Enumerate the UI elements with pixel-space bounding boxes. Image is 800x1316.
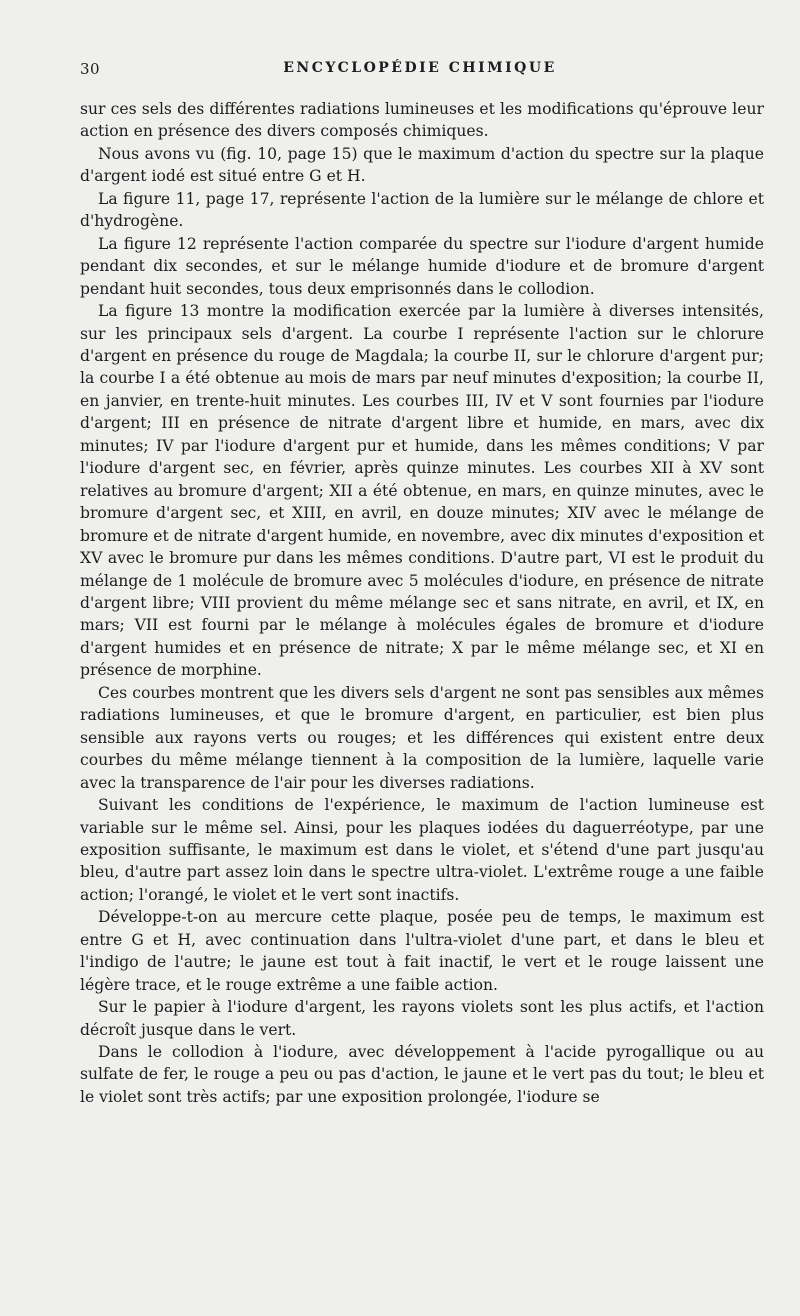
page-number: 30 [80, 60, 101, 78]
page-header [80, 60, 760, 84]
paragraph: Développe-t-on au mercure cette plaque, posée peu de temps, le maximum est entre G et H, avec continuation dans l'ultra-violet d'une part, et dans le bleu et l'indigo de l'autre; le jaune est tout à fait inactif, le vert et le rouge laissent une légère trace, et le rouge extrême a une faible action. [80, 908, 764, 994]
body-text [80, 98, 764, 1108]
paragraph: La figure 11, page 17, représente l'action de la lumière sur le mélange de chlore et d'hydrogène. [80, 189, 764, 231]
paragraph-continuation: sur ces sels des différentes radiations lumineuses et les modifications qu'éprouve leur action en présence des divers composés chimiques. [80, 100, 764, 141]
paragraph: Ces courbes montrent que les divers sels d'argent ne sont pas sensibles aux mêmes radiations lumineuses, et que le bromure d'argent, en particulier, est bien plus sensible aux rayons verts ou rouges; et les différences qui existent entre deux courbes du même mélange tiennent à la composition de la lumière, laquelle varie avec la transparence de l'air pour les diverses radiations. [80, 683, 764, 792]
paragraph: Suivant les conditions de l'expérience, le maximum de l'action lumineuse est variable sur le même sel. Ainsi, pour les plaques iodées du daguerréotype, par une exposition suffisante, le maximum est dans le violet, et s'étend d'une part jusqu'au bleu, d'autre part assez loin dans le spectre ultra-violet. L'extrême rouge a une faible action; l'orangé, le violet et le vert sont inactifs. [80, 796, 764, 904]
paragraph: Dans le collodion à l'iodure, avec développement à l'acide pyrogallique ou au sulfate de fer, le rouge a peu ou pas d'action, le jaune et le vert pas du tout; le bleu et le violet sont très actifs; par une exposition prolongée, l'iodure se [80, 1043, 764, 1106]
paragraph: La figure 12 représente l'action comparée du spectre sur l'iodure d'argent humide pendant dix secondes, et sur le mélange humide d'iodure et de bromure d'argent pendant huit secondes, tous deux emprisonnés dans le collodion. [80, 234, 764, 298]
paragraph: Sur le papier à l'iodure d'argent, les rayons violets sont les plus actifs, et l'action décroît jusque dans le vert. [80, 998, 764, 1039]
paragraph: Nous avons vu (fig. 10, page 15) que le maximum d'action du spectre sur la plaque d'argent iodé est situé entre G et H. [80, 144, 764, 186]
running-title: ENCYCLOPÉDIE CHIMIQUE [283, 60, 557, 76]
paragraph: La figure 13 montre la modification exercée par la lumière à diverses intensités, sur les principaux sels d'argent. La courbe I représente l'action sur le chlorure d'argent en présence du rouge de Magdala; la courbe II, sur le chlorure d'argent pur; la courbe I a été obtenue au mois de mars par neuf minutes d'exposition; la courbe II, en janvier, en trente-huit minutes. Les courbes III, IV et V sont fournies par l'iodure d'argent; III en présence de nitrate d'argent libre et humide, en mars, avec dix minutes; IV par l'iodure d'argent pur et humide, dans les mêmes conditions; V par l'iodure d'argent sec, en février, après quinze minutes. Les courbes XII à XV sont relatives au bromure d'argent; XII a été obtenue, en mars, en quinze minutes, avec le bromure d'argent sec, et XIII, en avril, en douze minutes; XIV avec le mélange de bromure et de nitrate d'argent humide, en novembre, avec dix minutes d'exposition et XV avec le bromure pur dans les mêmes conditions. D'autre part, VI est le produit du mélange de 1 molécule de bromure avec 5 molécules d'iodure, en présence de nitrate d'argent libre; VIII provient du même mélange sec et sans nitrate, en avril, et IX, en mars; VII est fourni par le mélange à molécules égales de bromure et d'iodure d'argent humides et en présence de nitrate; X par le même mélange sec, et XI en présence de morphine. [80, 302, 764, 680]
